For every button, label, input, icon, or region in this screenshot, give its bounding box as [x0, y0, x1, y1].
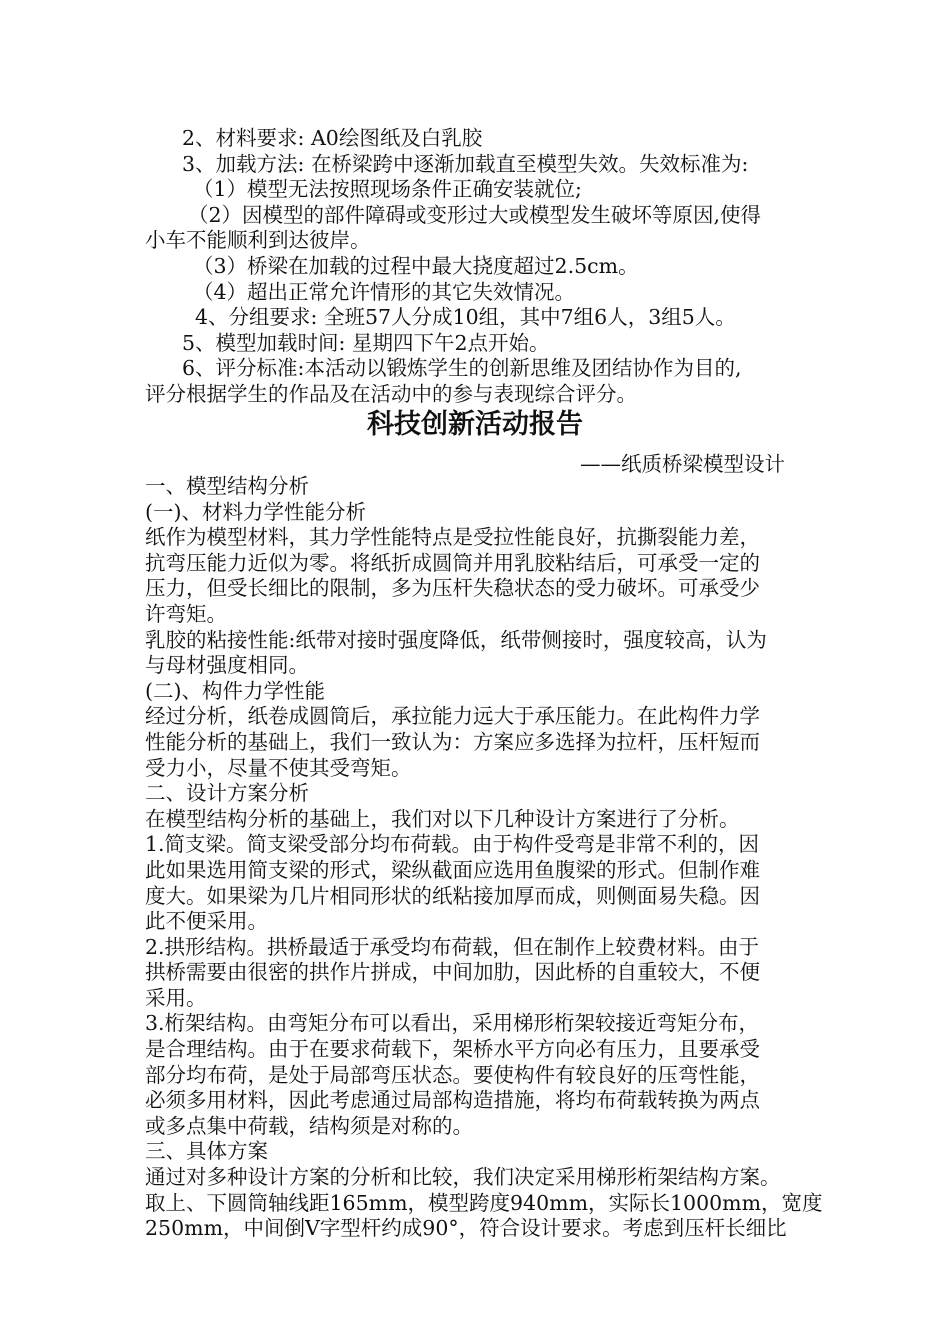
body-line: 通过对多种设计方案的分析和比较，我们决定采用梯形桁架结构方案。 [145, 1165, 781, 1190]
body-line: 此如果选用简支梁的形式，梁纵截面应选用鱼腹梁的形式。但制作难 [145, 857, 760, 882]
body-line: 一、模型结构分析 [145, 474, 309, 498]
body-line: 经过分析，纸卷成圆筒后，承拉能力远大于承压能力。在此构件力学 [145, 704, 760, 729]
requirement-line: 5、模型加载时间: 星期四下午2点开始。 [182, 330, 550, 355]
body-line: 3.桁架结构。由弯矩分布可以看出，采用梯形桁架较接近弯矩分布， [145, 1011, 760, 1036]
requirement-line: （3）桥梁在加载的过程中最大挠度超过2.5cm。 [193, 253, 639, 278]
requirement-line: （2）因模型的部件障碍或变形过大或模型发生破坏等原因,使得 [188, 202, 762, 227]
report-subtitle: ——纸质桥梁模型设计 [580, 452, 785, 476]
body-line: 度大。如果梁为几片相同形状的纸粘接加厚而成，则侧面易失稳。因 [145, 883, 760, 908]
body-line: 在模型结构分析的基础上，我们对以下几种设计方案进行了分析。 [145, 806, 740, 831]
body-line: (二)、构件力学性能 [145, 678, 325, 703]
body-line: 拱桥需要由很密的拱作片拼成，中间加肋，因此桥的自重较大，不便 [145, 960, 760, 985]
body-line: 是合理结构。由于在要求荷载下，架桥水平方向必有压力，且要承受 [145, 1037, 760, 1062]
body-line: 或多点集中荷载，结构须是对称的。 [145, 1113, 473, 1138]
body-line: 二、设计方案分析 [145, 781, 309, 806]
body-line: 必须多用材料，因此考虑通过局部构造措施，将均布荷载转换为两点 [145, 1088, 760, 1113]
body-line: 250mm，中间倒Ⅴ字型杆约成90°，符合设计要求。考虑到压杆长细比 [145, 1216, 787, 1241]
body-line: 1.简支梁。简支梁受部分均布荷载。由于构件受弯是非常不利的，因 [145, 832, 760, 857]
requirement-line: 3、加载方法: 在桥梁跨中逐渐加载直至模型失效。失效标准为: [182, 151, 749, 176]
body-line: 部分均布荷，是处于局部弯压状态。要使构件有较良好的压弯性能， [145, 1062, 760, 1087]
requirement-line: 2、材料要求: A0绘图纸及白乳胶 [182, 126, 483, 150]
report-title: 科技创新活动报告 [367, 409, 583, 440]
body-line: 抗弯压能力近似为零。将纸折成圆筒并用乳胶粘结后，可承受一定的 [145, 550, 760, 575]
body-line: 采用。 [145, 985, 207, 1010]
requirement-line: （1）模型无法按照现场条件正确安装就位; [193, 177, 582, 202]
body-line: 性能分析的基础上，我们一致认为：方案应多选择为拉杆，压杆短而 [145, 729, 760, 754]
body-line: 乳胶的粘接性能:纸带对接时强度降低，纸带侧接时，强度较高，认为 [145, 627, 767, 652]
body-line: 与母材强度相同。 [145, 653, 309, 678]
requirement-line: 评分根据学生的作品及在活动中的参与表现综合评分。 [145, 381, 637, 406]
report-body [145, 474, 825, 1242]
requirement-line: 小车不能顺利到达彼岸。 [145, 228, 371, 253]
body-line: 取上、下圆筒轴线距165mm，模型跨度940mm，实际长1000mm，宽度 [145, 1190, 823, 1215]
body-line: 三、具体方案 [145, 1139, 268, 1164]
requirements-section [145, 126, 825, 408]
requirement-line: 4、分组要求: 全班57人分成10组，其中7组6人，3组5人。 [195, 305, 736, 330]
body-line: 许弯矩。 [145, 601, 227, 626]
body-line: 纸作为模型材料，其力学性能特点是受拉性能良好，抗撕裂能力差， [145, 525, 760, 550]
body-line: (一)、材料力学性能分析 [145, 499, 366, 524]
body-line: 2.拱形结构。拱桥最适于承受均布荷载，但在制作上较费材料。由于 [145, 934, 760, 959]
body-line: 此不便采用。 [145, 909, 268, 934]
body-line: 压力，但受长细比的限制，多为压杆失稳状态的受力破坏。可承受少 [145, 576, 760, 601]
requirement-line: （4）超出正常允许情形的其它失效情况。 [193, 279, 576, 304]
body-line: 受力小，尽量不使其受弯矩。 [145, 755, 412, 780]
requirement-line: 6、评分标准:本活动以锻炼学生的创新思维及团结协作为目的, [182, 356, 742, 381]
